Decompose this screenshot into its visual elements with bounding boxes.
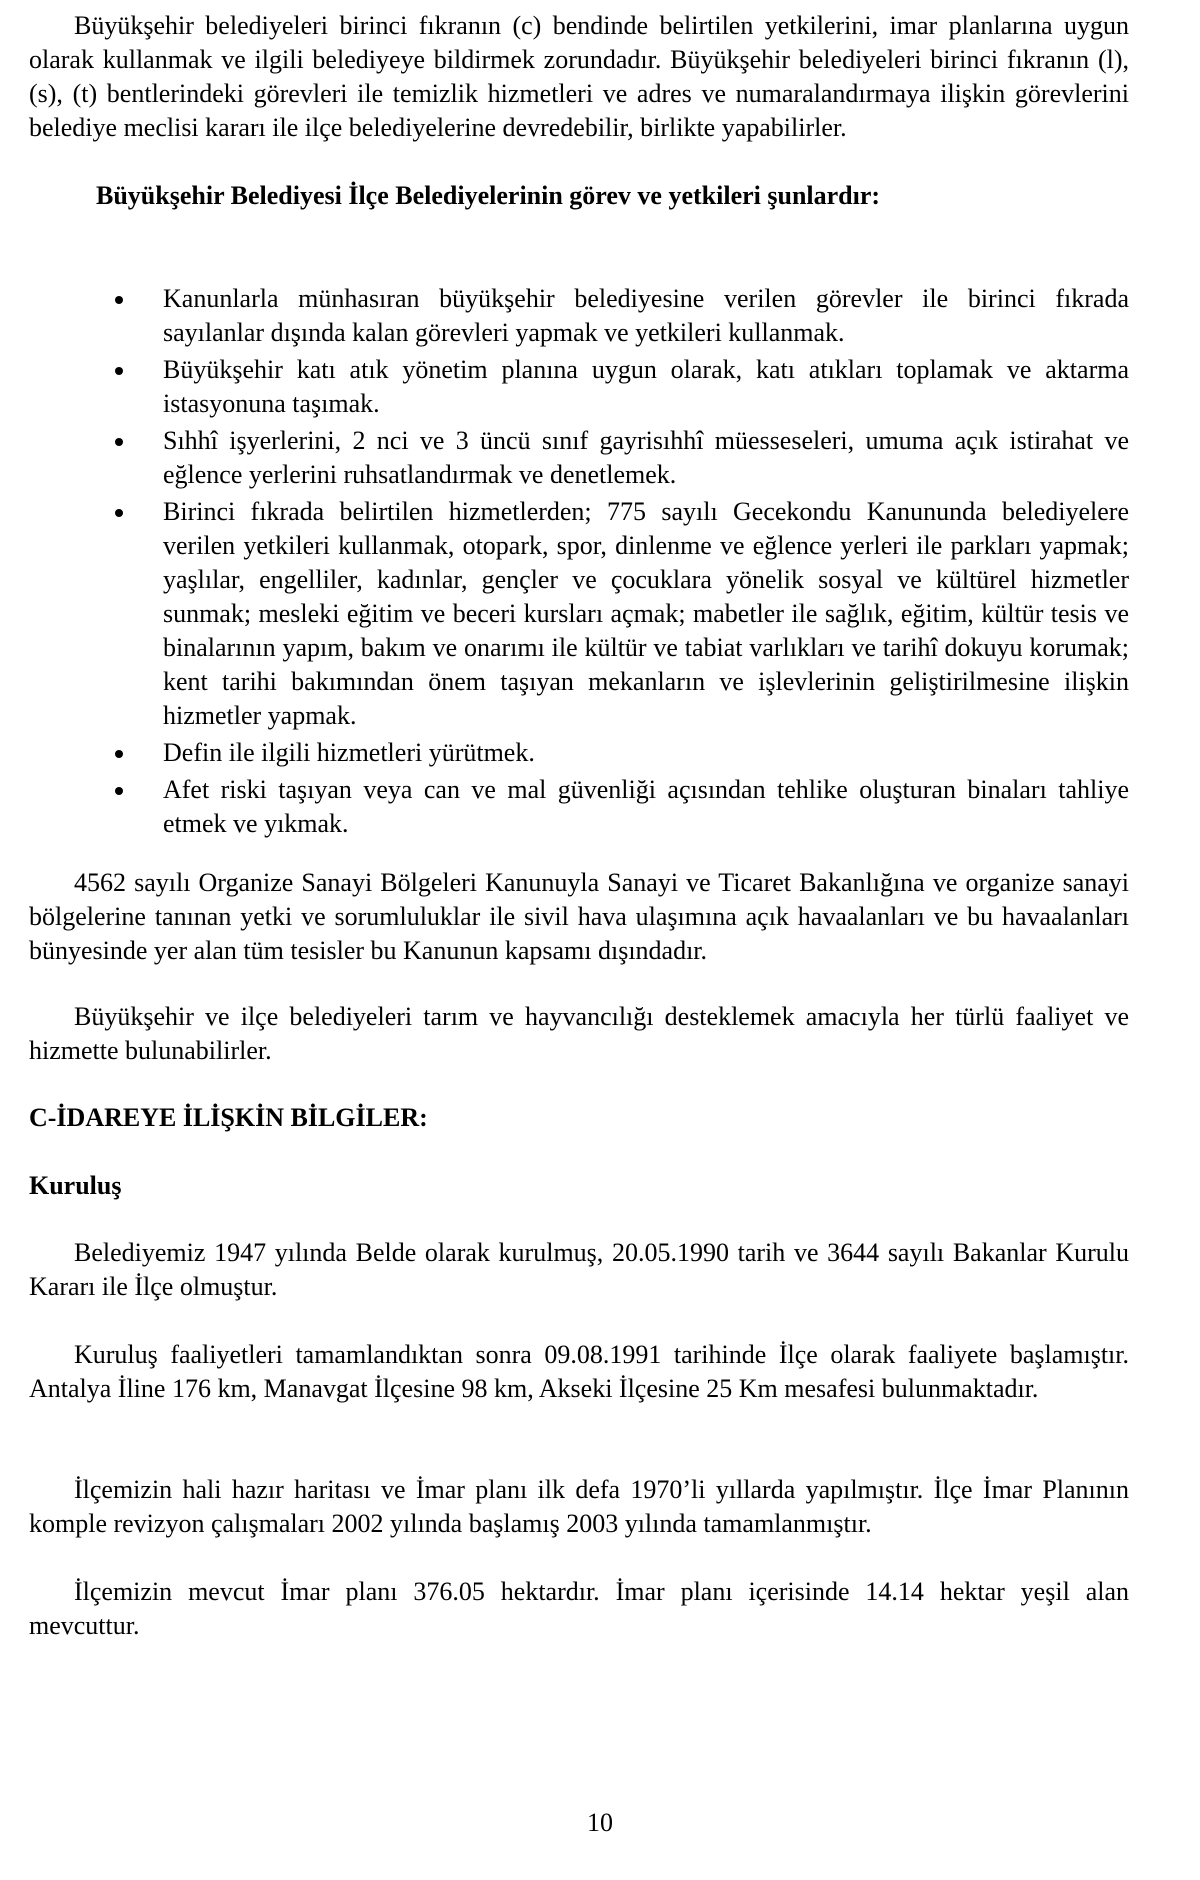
section-heading: C-İDAREYE İLİŞKİN BİLGİLER: bbox=[29, 1103, 428, 1132]
list-item: Afet riski taşıyan veya can ve mal güvenliği açısından tehlike oluşturan binaları tahliye etmek ve yıkmak. bbox=[103, 773, 1129, 841]
intro-paragraph: Büyükşehir belediyeleri birinci fıkranın (c) bendinde belirtilen yetkilerini, imar planlarına uygun olarak kullanmak ve ilgili belediyeye bildirmek zorundadır. Büyükşehir belediyeleri birinci fıkranın (l), (s), (t) bentlerindeki görevleri ile temizlik hizmetleri ve adres ve numaralandırmaya ilişkin görevlerini belediye meclisi kararı ile ilçe belediyelerine devredebilir, birlikte yapabilirler. bbox=[29, 11, 1129, 142]
bullet-icon bbox=[115, 367, 123, 375]
agriculture-paragraph: Büyükşehir ve ilçe belediyeleri tarım ve hayvancılığı desteklemek amacıyla her türlü faaliyet ve hizmette bulunabilirler. bbox=[29, 1002, 1129, 1065]
zoning-area-paragraph: İlçemizin mevcut İmar planı 376.05 hektardır. İmar planı içerisinde 14.14 hektar yeşil alan mevcuttur. bbox=[29, 1577, 1129, 1640]
law-paragraph: 4562 sayılı Organize Sanayi Bölgeleri Kanunuyla Sanayi ve Ticaret Bakanlığına ve organize sanayi bölgelerine tanınan yetki ve sorumluluklar ile sivil hava ulaşımına açık havaalanları ve bu havaalanları bünyesinde yer alan tüm tesisler bu Kanunun kapsamı dışındadır. bbox=[29, 868, 1129, 965]
bullet-icon bbox=[115, 787, 123, 795]
bullet-icon bbox=[115, 509, 123, 517]
bullet-icon bbox=[115, 438, 123, 446]
subsection-heading: Kuruluş bbox=[29, 1171, 122, 1200]
list-item: Büyükşehir katı atık yönetim planına uygun olarak, katı atıkları toplamak ve aktarma istasyonuna taşımak. bbox=[103, 353, 1129, 421]
list-item: Sıhhî işyerlerini, 2 nci ve 3 üncü sınıf gayrisıhhî müesseseleri, umuma açık istirahat ve eğlence yerlerini ruhsatlandırmak ve denetlemek. bbox=[103, 424, 1129, 492]
bullet-icon bbox=[115, 296, 123, 304]
list-item: Kanunlarla münhasıran büyükşehir belediyesine verilen görevler ile birinci fıkrada sayılanlar dışında kalan görevleri yapmak ve yetkileri kullanmak. bbox=[103, 282, 1129, 350]
bullet-icon bbox=[115, 750, 123, 758]
list-item: Birinci fıkrada belirtilen hizmetlerden; 775 sayılı Gecekondu Kanununda belediyelere verilen yetkileri kullanmak, otopark, spor, dinlenme ve eğlence yerleri ile parkları yapmak; yaşlılar, engelliler, kadınlar, gençler ve çocuklara yönelik sosyal ve kültürel hizmetler sunmak; mesleki eğitim ve beceri kursları açmak; mabetler ile sağlık, eğitim, kültür tesis ve binalarının yapım, bakım ve onarımı ile kültür ve tabiat varlıkları ve tarihî dokuyu korumak; kent tarihi bakımından önem taşıyan mekanların ve işlevlerinin geliştirilmesine ilişkin hizmetler yapmak. bbox=[103, 495, 1129, 733]
founding-paragraph: Belediyemiz 1947 yılında Belde olarak kurulmuş, 20.05.1990 tarih ve 3644 sayılı Bakanlar Kurulu Kararı ile İlçe olmuştur. bbox=[29, 1238, 1129, 1301]
zoning-history-paragraph: İlçemizin hali hazır haritası ve İmar planı ilk defa 1970’li yıllarda yapılmıştır. İlçe İmar Planının komple revizyon çalışmaları 2002 yılında başlamış 2003 yılında tamamlanmıştır. bbox=[29, 1475, 1129, 1538]
page-number: 10 bbox=[587, 1808, 613, 1837]
activity-paragraph: Kuruluş faaliyetleri tamamlandıktan sonra 09.08.1991 tarihinde İlçe olarak faaliyete başlamıştır. Antalya İline 176 km, Manavgat İlçesine 98 km, Akseki İlçesine 25 Km mesafesi bulunmaktadır. bbox=[29, 1340, 1129, 1403]
district-duties-heading: Büyükşehir Belediyesi İlçe Belediyelerinin görev ve yetkileri şunlardır: bbox=[96, 181, 881, 210]
list-item: Defin ile ilgili hizmetleri yürütmek. bbox=[103, 736, 1129, 770]
district-duties-list bbox=[103, 282, 1129, 841]
